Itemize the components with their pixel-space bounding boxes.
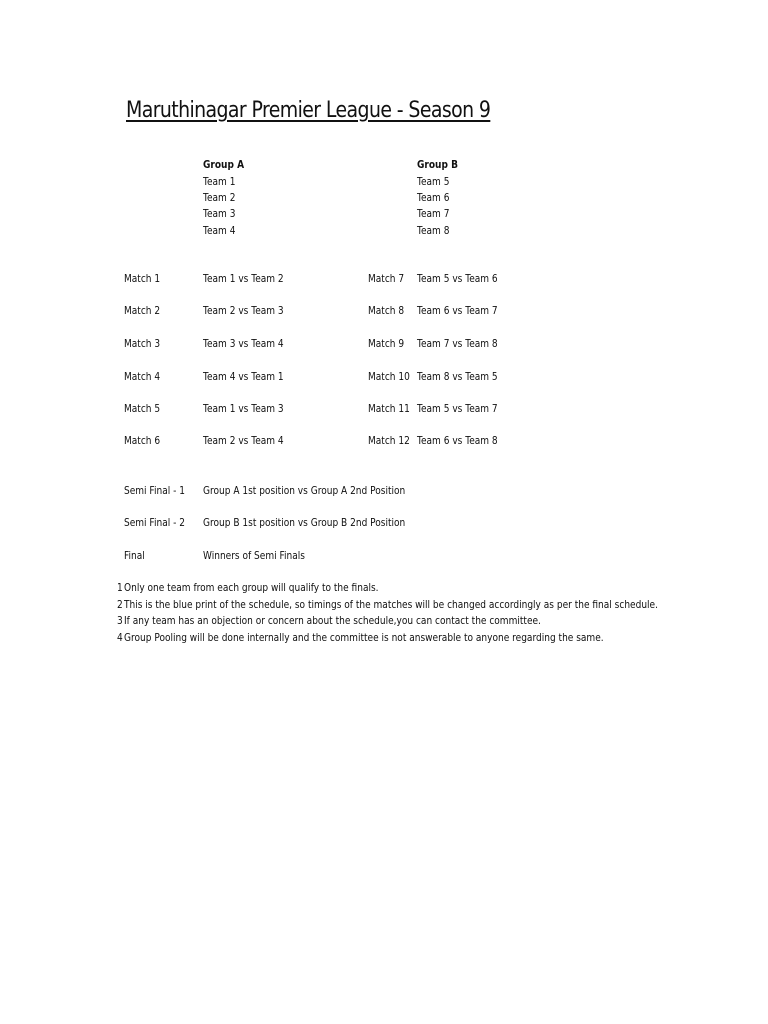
group-a-team: Team 3 (203, 207, 236, 220)
knockout-fixture: Group A 1st position vs Group A 2nd Position (203, 484, 406, 497)
match-fixture: Team 5 vs Team 6 (417, 272, 498, 285)
match-fixture: Team 5 vs Team 7 (417, 402, 498, 415)
document-title: Maruthinagar Premier League - Season 9 (126, 98, 491, 123)
match-label: Match 2 (124, 304, 161, 317)
group-b-team: Team 5 (417, 175, 450, 188)
match-fixture: Team 2 vs Team 3 (203, 304, 284, 317)
match-label: Match 6 (124, 434, 161, 447)
match-fixture: Team 2 vs Team 4 (203, 434, 284, 447)
group-a-team: Team 1 (203, 175, 236, 188)
note-text: Group Pooling will be done internally and the committee is not answerable to anyone regarding the same. (124, 631, 604, 644)
match-label: Match 12 (368, 434, 410, 447)
group-a-heading: Group A (203, 158, 245, 171)
match-fixture: Team 6 vs Team 8 (417, 434, 498, 447)
knockout-label: Semi Final - 1 (124, 484, 185, 497)
group-b-team: Team 8 (417, 224, 450, 237)
match-fixture: Team 3 vs Team 4 (203, 337, 284, 350)
match-label: Match 5 (124, 402, 161, 415)
match-fixture: Team 1 vs Team 2 (203, 272, 284, 285)
note-number: 1 (117, 581, 123, 594)
group-b-heading: Group B (417, 158, 458, 171)
knockout-label: Semi Final - 2 (124, 516, 185, 529)
group-b-team: Team 7 (417, 207, 450, 220)
match-label: Match 4 (124, 370, 161, 383)
knockout-fixture: Group B 1st position vs Group B 2nd Position (203, 516, 406, 529)
note-number: 4 (117, 631, 123, 644)
match-label: Match 10 (368, 370, 410, 383)
match-label: Match 3 (124, 337, 161, 350)
match-fixture: Team 7 vs Team 8 (417, 337, 498, 350)
match-label: Match 11 (368, 402, 410, 415)
knockout-label: Final (124, 549, 145, 562)
note-number: 2 (117, 598, 123, 611)
note-text: Only one team from each group will qualify to the finals. (124, 581, 379, 594)
knockout-fixture: Winners of Semi Finals (203, 549, 305, 562)
note-text: If any team has an objection or concern about the schedule,you can contact the committee. (124, 614, 541, 627)
note-text: This is the blue print of the schedule, so timings of the matches will be changed accordingly as per the final schedule. (124, 598, 658, 611)
match-label: Match 9 (368, 337, 405, 350)
group-a-team: Team 4 (203, 224, 236, 237)
note-number: 3 (117, 614, 123, 627)
match-fixture: Team 4 vs Team 1 (203, 370, 284, 383)
match-fixture: Team 1 vs Team 3 (203, 402, 284, 415)
match-fixture: Team 8 vs Team 5 (417, 370, 498, 383)
group-b-team: Team 6 (417, 191, 450, 204)
match-fixture: Team 6 vs Team 7 (417, 304, 498, 317)
match-label: Match 8 (368, 304, 405, 317)
match-label: Match 1 (124, 272, 161, 285)
group-a-team: Team 2 (203, 191, 236, 204)
match-label: Match 7 (368, 272, 405, 285)
